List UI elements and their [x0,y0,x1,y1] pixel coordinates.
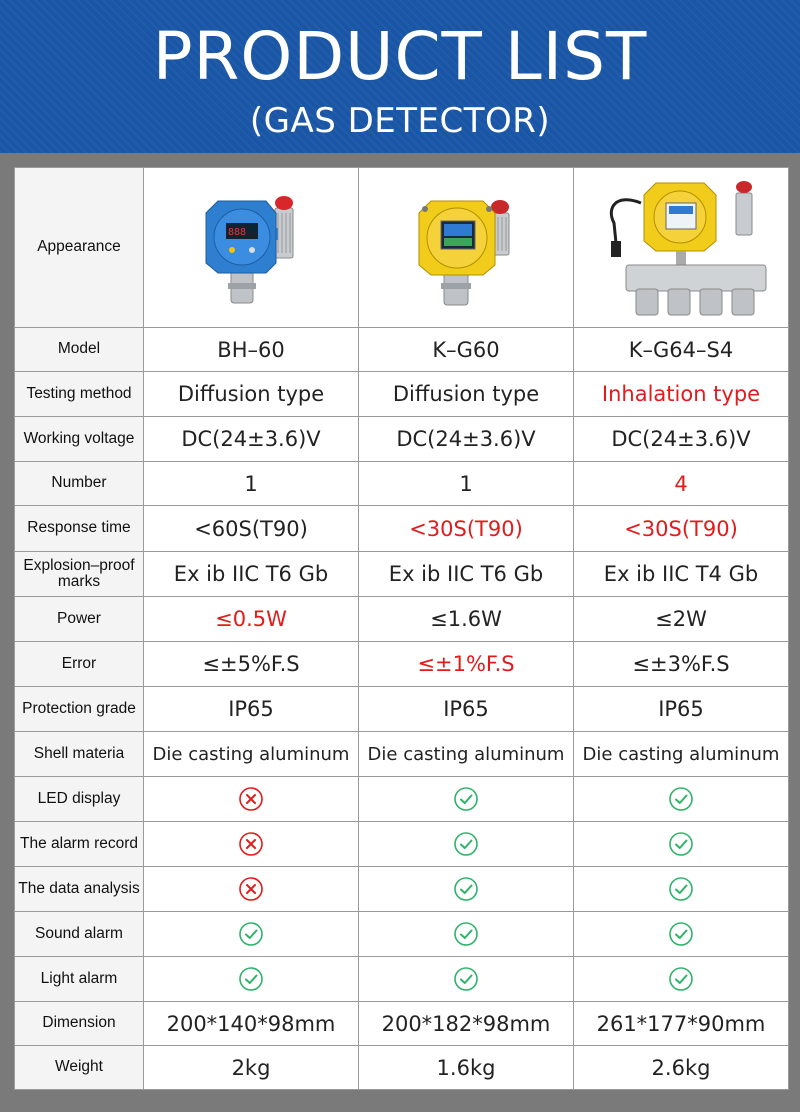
spec-row [15,372,789,417]
value-cell: Die casting aluminum [359,732,574,777]
value-cell: 200*140*98mm [144,1002,359,1046]
row-label: Appearance [15,168,144,328]
spec-row [15,822,789,867]
value-cell: 1.6kg [359,1046,574,1090]
feature-cell [144,777,359,822]
value-cell: K–G64–S4 [574,328,789,372]
row-label: Weight [15,1046,144,1090]
header-banner [0,0,800,153]
check-icon [453,921,479,947]
value-cell: ≤±1%F.S [359,642,574,687]
spec-row [15,1002,789,1046]
feature-cell [144,822,359,867]
spec-row [15,1046,789,1090]
row-label: Explosion–proof marks [15,552,144,597]
check-icon [668,831,694,857]
check-icon [668,966,694,992]
spec-row [15,552,789,597]
value-cell: Ex ib IIC T6 Gb [359,552,574,597]
feature-cell [359,912,574,957]
yellow-multi-sensor-detector-image [586,173,776,323]
page-subtitle: (GAS DETECTOR) [249,101,551,141]
product-image-cell [574,168,789,328]
value-cell: ≤±3%F.S [574,642,789,687]
row-label: Model [15,328,144,372]
check-icon [668,876,694,902]
spec-row [15,867,789,912]
check-icon [668,921,694,947]
svg-text:888: 888 [228,226,247,238]
product-image-cell [359,168,574,328]
value-cell: IP65 [359,687,574,732]
value-cell: Die casting aluminum [144,732,359,777]
feature-cell [574,867,789,912]
value-cell: DC(24±3.6)V [574,417,789,462]
row-label: The alarm record [15,822,144,867]
spec-row [15,687,789,732]
feature-cell [574,822,789,867]
value-cell: Diffusion type [359,372,574,417]
row-label: The data analysis [15,867,144,912]
value-cell: <30S(T90) [359,506,574,552]
feature-cell [574,912,789,957]
value-cell: 1 [359,462,574,506]
spec-row [15,506,789,552]
feature-cell [144,912,359,957]
value-cell: Die casting aluminum [574,732,789,777]
row-label: Response time [15,506,144,552]
spec-row [15,462,789,506]
row-label: Light alarm [15,957,144,1002]
table-frame [0,153,800,1112]
feature-cell [144,957,359,1002]
spec-row [15,957,789,1002]
feature-cell [359,957,574,1002]
value-cell: ≤0.5W [144,597,359,642]
value-cell: 261*177*90mm [574,1002,789,1046]
row-label: Shell materia [15,732,144,777]
check-icon [238,921,264,947]
spec-row [15,328,789,372]
feature-cell [359,822,574,867]
row-label: Power [15,597,144,642]
value-cell: K–G60 [359,328,574,372]
yellow-gas-detector-image [391,183,541,313]
feature-cell [359,777,574,822]
spec-row [15,597,789,642]
value-cell: ≤2W [574,597,789,642]
value-cell: <30S(T90) [574,506,789,552]
value-cell: 4 [574,462,789,506]
check-icon [453,876,479,902]
cross-icon [238,831,264,857]
check-icon [238,966,264,992]
value-cell: IP65 [574,687,789,732]
spec-row [15,732,789,777]
value-cell: 200*182*98mm [359,1002,574,1046]
cross-icon [238,876,264,902]
row-label: Testing method [15,372,144,417]
value-cell: BH–60 [144,328,359,372]
value-cell: DC(24±3.6)V [359,417,574,462]
value-cell: 2kg [144,1046,359,1090]
feature-cell [574,777,789,822]
row-label: Working voltage [15,417,144,462]
row-label: Number [15,462,144,506]
value-cell: Ex ib IIC T6 Gb [144,552,359,597]
row-label: LED display [15,777,144,822]
value-cell: <60S(T90) [144,506,359,552]
check-icon [453,831,479,857]
value-cell: DC(24±3.6)V [144,417,359,462]
spec-row [15,417,789,462]
feature-cell [574,957,789,1002]
comparison-table [14,167,789,1090]
feature-cell [144,867,359,912]
check-icon [668,786,694,812]
value-cell: ≤±5%F.S [144,642,359,687]
row-label: Protection grade [15,687,144,732]
value-cell: Diffusion type [144,372,359,417]
check-icon [453,786,479,812]
row-label: Error [15,642,144,687]
appearance-row [15,168,789,328]
spec-row [15,642,789,687]
spec-row [15,777,789,822]
value-cell: 2.6kg [574,1046,789,1090]
check-icon [453,966,479,992]
row-label: Dimension [15,1002,144,1046]
blue-gas-detector-image [176,183,326,313]
row-label: Sound alarm [15,912,144,957]
product-image-cell [144,168,359,328]
cross-icon [238,786,264,812]
page-title: PRODUCT LIST [152,18,648,95]
value-cell: ≤1.6W [359,597,574,642]
spec-row [15,912,789,957]
value-cell: 1 [144,462,359,506]
value-cell: Inhalation type [574,372,789,417]
value-cell: IP65 [144,687,359,732]
value-cell: Ex ib IIC T4 Gb [574,552,789,597]
feature-cell [359,867,574,912]
